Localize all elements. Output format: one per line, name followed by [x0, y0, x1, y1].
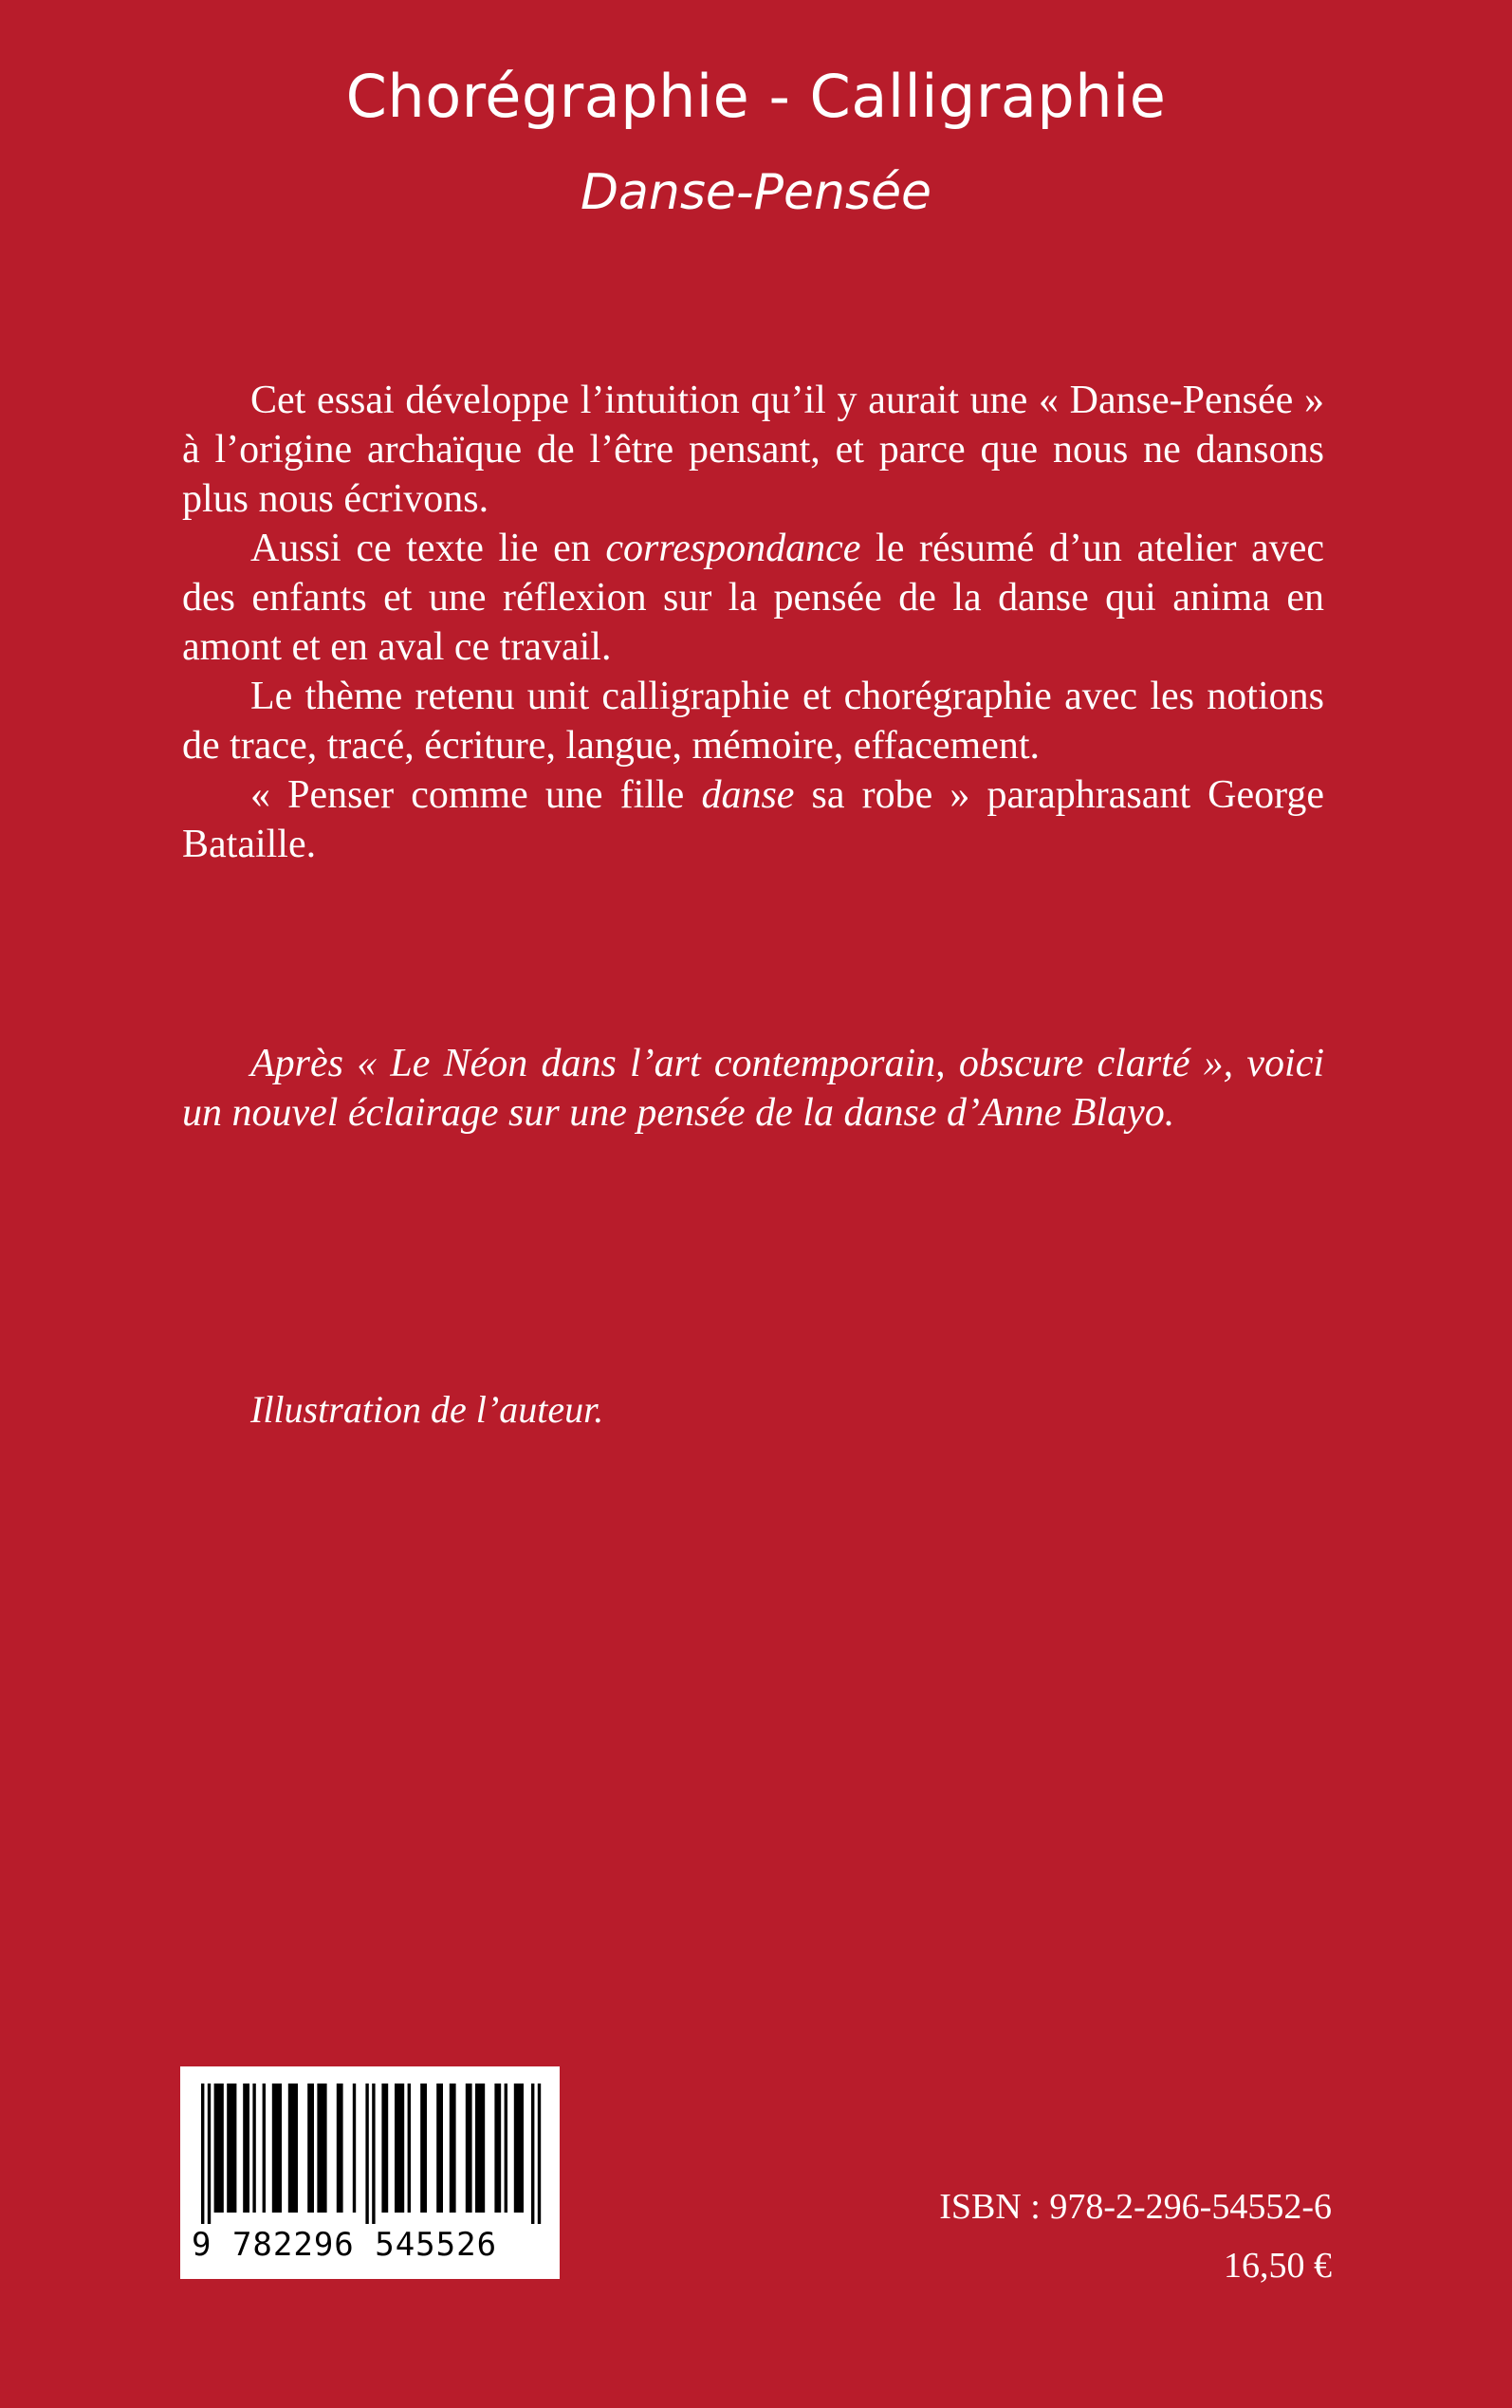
- barcode-bar: [227, 2084, 236, 2213]
- barcode-bar: [365, 2084, 368, 2224]
- blurb-text-2b: le résumé d’un atelier avec des enfants et une réflexion sur la pensée de la danse qui anima en amont et en aval ce travail.: [182, 527, 1324, 669]
- barcode-bar: [263, 2084, 266, 2213]
- barcode-bar: [450, 2084, 456, 2213]
- blurb-paragraph-3: [182, 672, 1324, 770]
- price: 16,50 €: [1224, 2246, 1332, 2286]
- blurb-text-4a: « Penser comme une fille: [250, 773, 702, 817]
- blurb-text-4-italic: danse: [701, 773, 795, 817]
- book-subtitle: Danse-Pensée: [580, 164, 932, 221]
- barcode-bar: [307, 2084, 314, 2213]
- blurb-text-2-italic: correspondance: [605, 527, 861, 570]
- barcode-bar: [353, 2084, 356, 2213]
- barcode-bar: [381, 2084, 388, 2213]
- barcode-bar: [214, 2084, 224, 2213]
- barcode-bar: [243, 2084, 249, 2213]
- blurb-text-2a: Aussi ce texte lie en: [250, 527, 606, 570]
- isbn: ISBN : 978-2-296-54552-6: [939, 2187, 1332, 2227]
- author-note-text: Après « Le Néon dans l’art contemporain, obscure clarté », voici un nouvel éclairage sur une pensée de la danse d’Anne Blayo.: [182, 1042, 1324, 1135]
- barcode-bar: [272, 2084, 282, 2213]
- barcode-bar: [466, 2084, 472, 2213]
- barcode-bar: [494, 2084, 501, 2213]
- barcode-bar: [201, 2084, 204, 2224]
- barcode-digits: 9 782296 545526: [192, 2226, 498, 2264]
- barcode-bar: [208, 2084, 211, 2224]
- blurb-paragraph-2: [182, 524, 1324, 672]
- blurb-text-4b: sa robe » paraphrasant George Bataille.: [182, 773, 1325, 866]
- barcode-bar: [372, 2084, 375, 2224]
- author-note: [182, 1039, 1324, 1138]
- barcode-bar: [531, 2084, 534, 2224]
- barcode-bar: [317, 2084, 326, 2213]
- illustration-credit: Illustration de l’auteur.: [250, 1388, 604, 1431]
- barcode-bar: [538, 2084, 541, 2224]
- barcode-bar: [420, 2084, 427, 2213]
- blurb-paragraph-1: [182, 376, 1324, 524]
- barcode-bar: [395, 2084, 404, 2213]
- barcode-bar: [288, 2084, 298, 2213]
- barcode-bar: [252, 2084, 255, 2213]
- blurb-text-1: Cet essai développe l’intuition qu’il y aurait une « Danse-Pensée » à l’origine archaïque de l’être pensant, et parce que nous ne dansons plus nous écrivons.: [182, 379, 1324, 521]
- barcode-bar: [475, 2084, 485, 2213]
- barcode-bar: [337, 2084, 343, 2213]
- barcode-bar: [436, 2084, 443, 2213]
- barcode-bar: [505, 2084, 507, 2213]
- barcode-bars: [197, 2084, 543, 2224]
- blurb-text-3: Le thème retenu unit calligraphie et chorégraphie avec les notions de trace, tracé, écriture, langue, mémoire, effacement.: [182, 675, 1324, 768]
- barcode: [180, 2066, 560, 2279]
- blurb-paragraph-4: [182, 770, 1324, 869]
- barcode-bar: [408, 2084, 411, 2213]
- barcode-bar: [514, 2084, 524, 2213]
- book-title: Chorégraphie - Calligraphie: [345, 62, 1167, 131]
